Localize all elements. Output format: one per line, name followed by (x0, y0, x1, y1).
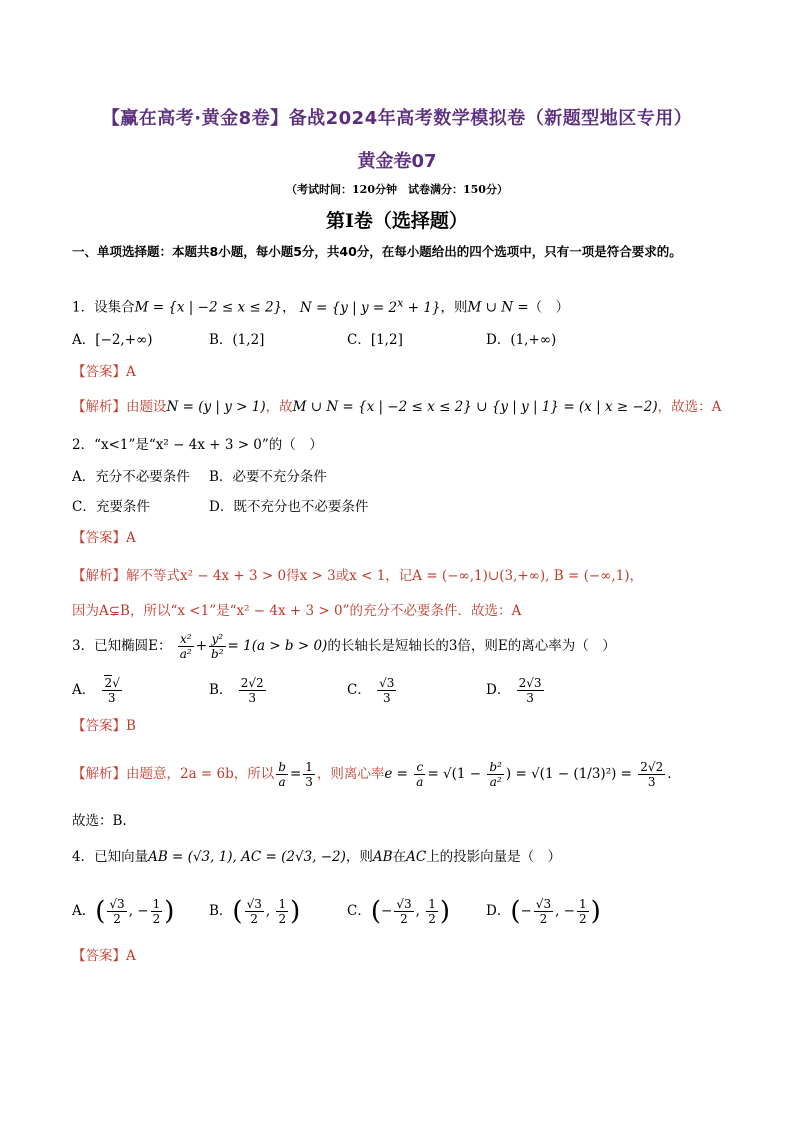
q1-analysis-union: M ∪ N = {x | −2 ≤ x ≤ 2} ∪ {y | y | 1} = (x | x ≥ −2) (292, 399, 658, 415)
q1-stem-mid: ，则 (440, 299, 468, 316)
q2-option-a: A．充分不必要条件 (72, 469, 190, 485)
answer-tag: 【答案】 (72, 718, 126, 734)
q3-option-a: A． $\frac{2√}{3}$ (72, 676, 120, 705)
q4-answer (72, 946, 732, 966)
q1-option-c: C．[1,2] (347, 332, 403, 348)
q3-analysis: 【解析】由题意，2a = 6b，所以 $\frac{b}{a}$ = $\frac{1}{3}$ ，则离心率e = $\frac{c}{a}$ = √(1 − $\frac{\text{b²}}{\text{a²}}$ ) = √(1 − (1/3)²) = $\frac{2√2}{3}$ . (72, 760, 672, 789)
q1-analysis-mid: ，故 (265, 399, 293, 415)
q4-vec-ab: AB = (√3, 1), AC = (2√3, −2) (148, 849, 346, 865)
section-title: 第I卷（选择题） (326, 210, 468, 232)
analysis-tag: 【解析】 (72, 399, 126, 415)
q2-option-b: B．必要不充分条件 (209, 469, 327, 485)
q2-analysis-line-1 (72, 566, 732, 586)
question-3-stem: 3．已知椭圆E： $\frac{\text{x²}}{\text{a²}}$ + $\frac{\text{y²}}{\text{b²}}$ = 1(a > b > 0)的长轴长是短轴长的3倍，则E的离心率为（ ） (72, 632, 616, 661)
q3-stem-post: 的长轴长是短轴长的3倍，则E的离心率为（ ） (327, 638, 616, 654)
q1-set-n: N = {y | $y = 2^x + 1$} (299, 296, 441, 316)
paper-title: 【赢在高考·黄金8卷】备战2024年高考数学模拟卷（新题型地区专用） (101, 108, 693, 129)
q1-stem-pre: 1．设集合 (72, 299, 135, 316)
q1-analysis-end: ，故选：A (657, 399, 722, 415)
q1-option-a: A．[−2,+∞) (72, 332, 153, 348)
q3-option-c: C． $\frac{√3}{3}$ (347, 676, 395, 705)
q1-stem-end: （ ） (528, 299, 570, 316)
q2-answer (72, 528, 732, 548)
answer-tag: 【答案】 (72, 530, 126, 546)
q1-analysis-pre: 由题设 (126, 399, 167, 415)
q1-answer (72, 362, 732, 382)
q4-option-c: C．(− $\frac{√3}{2}$ , $\frac{1}{2}$ ) (347, 896, 450, 927)
instructions: 一、单项选择题：本题共8小题，每小题5分，共40分，在每小题给出的四个选项中，只有一项是符合要求的。 (72, 244, 682, 259)
q2-option-c: C．充要条件 (72, 499, 150, 515)
answer-tag: 【答案】 (72, 948, 126, 964)
q4-option-a: A．( $\frac{√3}{2}$ , − $\frac{1}{2}$ ) (72, 896, 175, 927)
q3-frac-y: $\frac{\text{y²}}{\text{b²}}$ (211, 632, 224, 661)
q2-analysis-text-1: 解不等式x² − 4x + 3 > 0得x > 3或x < 1，记A = (−∞,1)∪(3,+∞), B = (−∞,1)， (126, 568, 644, 584)
q1-option-b: B．(1,2] (209, 332, 265, 348)
q1-set-m: M = {x | −2 ≤ x ≤ 2} (134, 299, 283, 316)
q4-option-b: B．( $\frac{√3}{2}$ , $\frac{1}{2}$ ) (209, 896, 301, 927)
q3-frac-x: $\frac{\text{x²}}{\text{a²}}$ (179, 632, 192, 661)
q3-option-b: B． $\frac{2√2}{3}$ (209, 676, 264, 705)
q3-option-d: D． $\frac{2√3}{3}$ (486, 676, 542, 705)
q2-analysis-line-2: 因为A⊊B，所以“x <1”是“x² − 4x + 3 > 0”的充分不必要条件．故选：A (72, 603, 522, 619)
q3-answer-value: B (126, 718, 136, 734)
q4-stem-pre: 4．已知向量 (72, 849, 149, 865)
q3-answer (72, 716, 732, 736)
q3-stem-pre: 3．已知椭圆E： (72, 638, 172, 654)
q3-analysis-pre: 由题意，2a = 6b，所以 (126, 766, 275, 782)
question-4-stem: 4．已知向量AB = (√3, 1), AC = (2√3, −2)，则AB在AC上的投影向量是（ ） (72, 849, 562, 865)
q3-conclusion: 故选：B. (72, 813, 127, 829)
question-2-stem: 2．“x<1”是“x² − 4x + 3 > 0”的（ ） (72, 437, 323, 453)
exam-info: （考试时间：120分钟 试卷满分：150分） (286, 183, 508, 196)
analysis-tag: 【解析】 (72, 568, 126, 584)
paper-subtitle: 黄金卷07 (357, 151, 437, 172)
q4-answer-value: A (126, 948, 136, 964)
q1-analysis (72, 397, 732, 417)
q3-ellipse-cond: = 1(a > b > 0) (227, 638, 328, 654)
q1-answer-value: A (126, 364, 136, 380)
question-1-stem: 1．设集合M = {x | −2 ≤ x ≤ 2}， N = {y | $y = 2^x + 1$}，则M ∪ N =（ ） (72, 296, 570, 316)
q1-option-d: D．(1,+∞) (486, 332, 557, 348)
q4-option-d: D．(− $\frac{√3}{2}$ , − $\frac{1}{2}$ ) (486, 896, 601, 927)
analysis-tag: 【解析】 (72, 766, 126, 782)
q2-option-d: D．既不充分也不必要条件 (209, 499, 369, 515)
answer-tag: 【答案】 (72, 364, 126, 380)
q1-union: M ∪ N = (467, 299, 529, 316)
q2-answer-value: A (126, 530, 136, 546)
q3-analysis-mid: ，则离心率 (316, 766, 385, 782)
q4-stem-post: 上的投影向量是（ ） (426, 849, 562, 865)
q1-analysis-n: N = (y | y > 1) (166, 399, 266, 415)
